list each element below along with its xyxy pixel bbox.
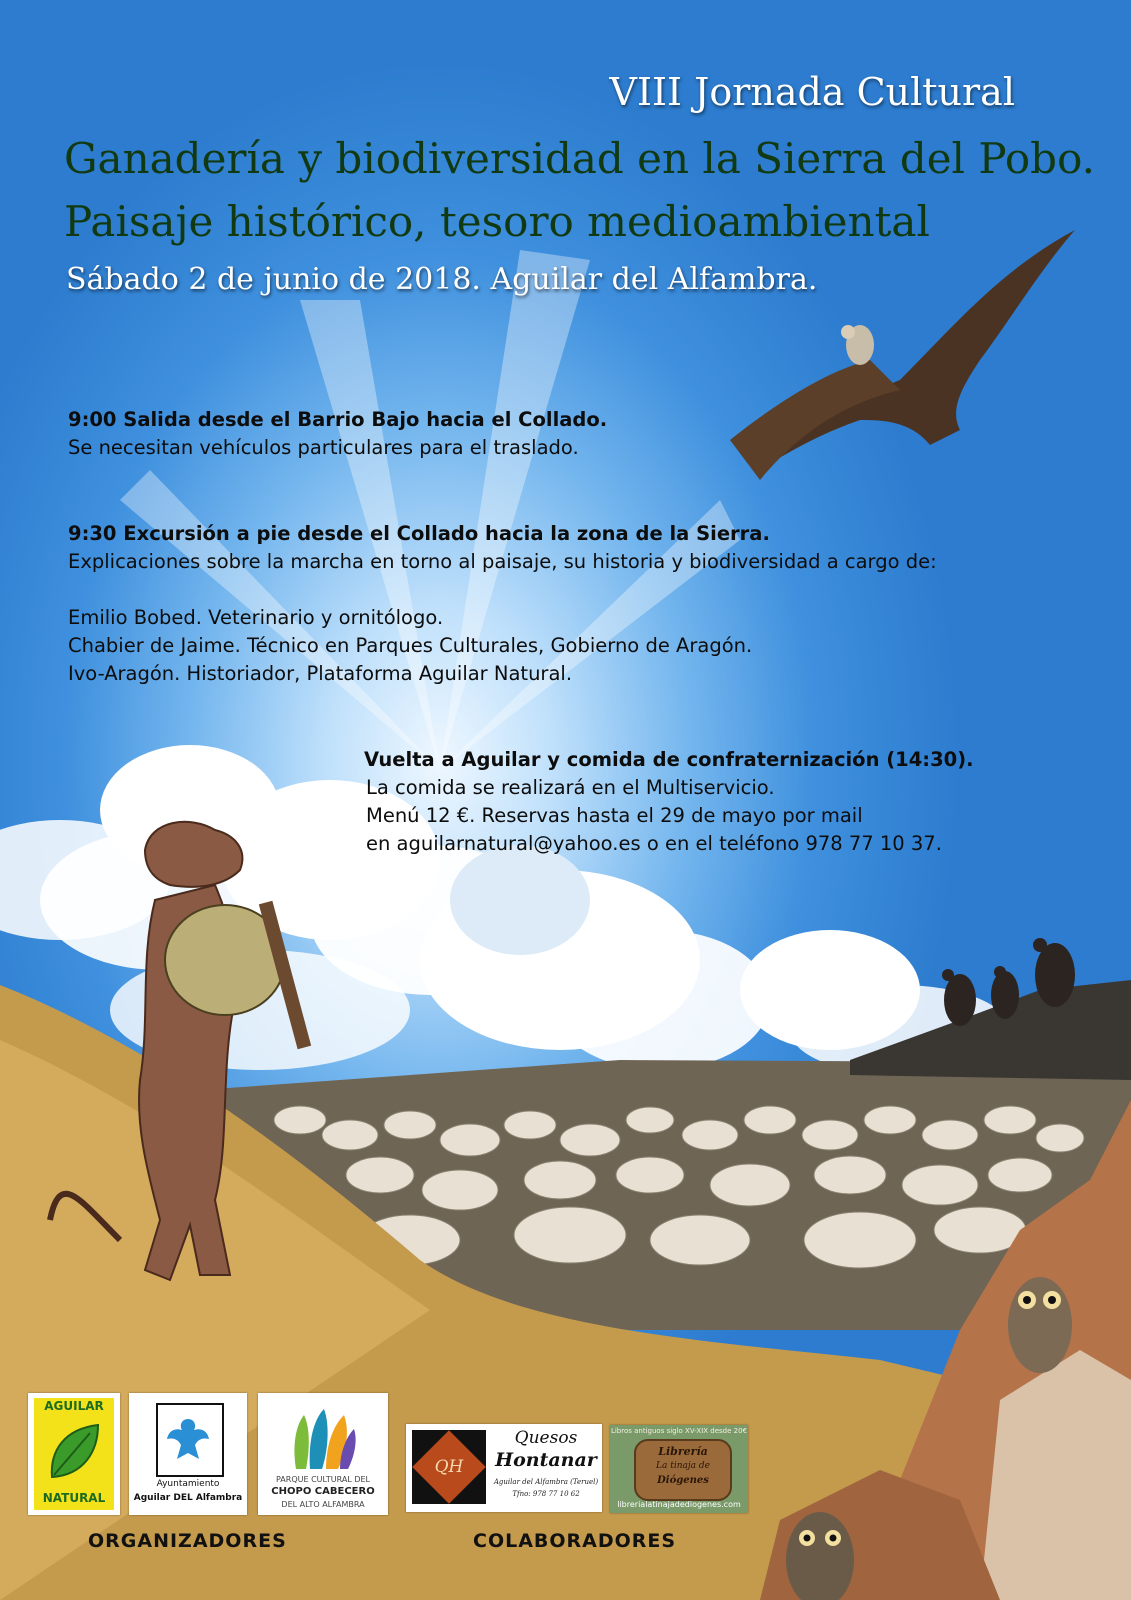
logo-text: NATURAL [42,1491,106,1505]
program-item2-heading: 9:30 Excursión a pie desde el Collado hacia la zona de la Sierra. [68,522,770,545]
logo-text: Aguilar del Alfambra (Teruel) [493,1478,599,1486]
logo-text: librerialatinajadediogenes.com [617,1500,741,1509]
collaborators-caption: COLABORADORES [473,1530,677,1552]
logo-text: AGUILAR [44,1399,104,1413]
event-title-line2: Paisaje histórico, tesoro medioambiental [64,197,930,246]
logo-text: PARQUE CULTURAL DEL [275,1475,370,1484]
program-item3-line: La comida se realizará en el Multiservicio. [366,776,775,799]
leaf-icon [44,1421,104,1483]
logo-text: Quesos [514,1428,578,1448]
logo-text: Librería [658,1445,708,1458]
event-title-line1: Ganadería y biodiversidad en la Sierra del Pobo. [64,134,1095,183]
ayuntamiento-logo [129,1393,247,1515]
quesos-hontanar-logo [406,1424,602,1512]
program-item2-detail: Explicaciones sobre la marcha en torno al paisaje, su historia y biodiversidad a cargo de: [68,550,937,573]
aguilar-natural-logo [28,1393,120,1515]
program-item3-heading: Vuelta a Aguilar y comida de confraternización (14:30). [364,748,974,771]
speaker-item: Ivo-Aragón. Historiador, Plataforma Aguilar Natural. [68,662,573,685]
logo-text: La tinaja de [656,1461,710,1471]
event-date-line: Sábado 2 de junio de 2018. Aguilar del Alfambra. [66,262,818,297]
logo-text: DEL ALTO ALFAMBRA [281,1500,365,1509]
event-subtitle: VIII Jornada Cultural [609,70,1015,114]
logo-text: Hontanar [495,1449,597,1471]
libreria-logo [610,1425,748,1513]
sun-rays [120,250,740,770]
speaker-item: Emilio Bobed. Veterinario y ornitólogo. [68,606,444,629]
logo-text: Ayuntamiento [156,1479,220,1489]
poplar-trees-icon [288,1405,358,1471]
logo-monogram: QH [434,1457,464,1477]
logo-text: Aguilar DEL Alfambra [133,1493,243,1503]
speaker-item: Chabier de Jaime. Técnico en Parques Culturales, Gobierno de Aragón. [68,634,753,657]
logo-text: Tfno: 978 77 10 62 [512,1490,580,1498]
organizers-caption: ORGANIZADORES [88,1530,287,1552]
logo-text: CHOPO CABECERO [271,1486,375,1497]
logo-text: Diógenes [657,1475,709,1486]
program-item1-detail: Se necesitan vehículos particulares para el traslado. [68,436,579,459]
logo-text: Libros antiguos siglo XV-XIX desde 20€ [610,1427,748,1435]
eagle-icon [165,1413,211,1465]
parque-cultural-logo [258,1393,388,1515]
program-item1-heading: 9:00 Salida desde el Barrio Bajo hacia el Collado. [68,408,608,431]
program-item3-line: en aguilarnatural@yahoo.es o en el teléfono 978 77 10 37. [366,832,942,855]
program-item3-line: Menú 12 €. Reservas hasta el 29 de mayo por mail [366,804,863,827]
